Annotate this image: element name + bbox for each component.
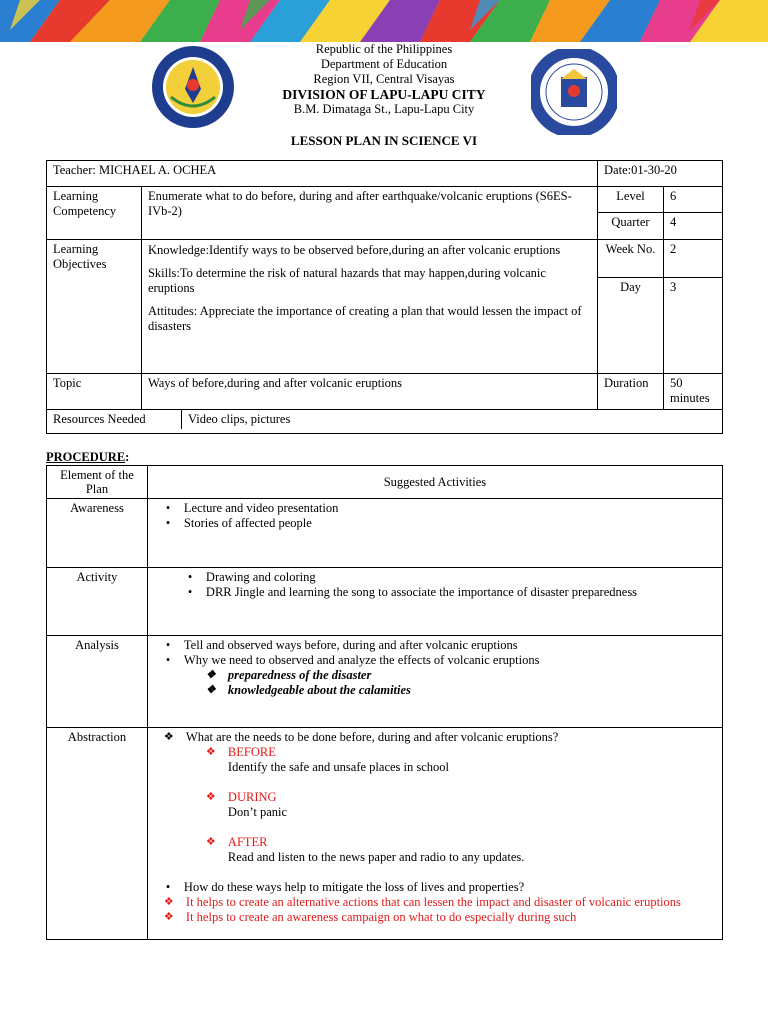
list-item: • How do these ways help to mitigate the loss of lives and properties? xyxy=(184,880,716,895)
decorative-banner xyxy=(0,0,768,42)
day-label: Day xyxy=(598,278,664,374)
level-value: 6 xyxy=(663,187,722,213)
objectives-cell xyxy=(141,240,597,374)
objective-skills: Skills:To determine the risk of natural hazards that may happen,during volcanic eruptions xyxy=(147,266,546,295)
teacher-cell: Teacher: MICHAEL A. OCHEA xyxy=(47,161,598,187)
objective-attitudes: Attitudes: Appreciate the importance of creating a plan that would lessen the impact of disasters xyxy=(147,304,582,333)
after-heading: ❖ AFTER xyxy=(206,835,716,850)
answer-item: ❖ It helps to create an alternative actions that can lessen the impact and disaster of volcanic eruptions xyxy=(164,895,716,910)
list-item: • DRR Jingle and learning the song to associate the importance of disaster preparedness xyxy=(206,585,716,600)
col-header-element: Element of the Plan xyxy=(47,466,148,499)
header-division: DIVISION OF LAPU-LAPU CITY xyxy=(282,87,486,102)
before-heading: ❖ BEFORE xyxy=(206,745,716,760)
header-department: Department of Education xyxy=(320,57,448,71)
resources-label: Resources Needed xyxy=(47,410,182,429)
awareness-label: Awareness xyxy=(47,499,148,568)
procedure-heading xyxy=(46,450,129,465)
topic-text: Ways of before,during and after volcanic eruptions xyxy=(141,374,597,410)
quarter-value: 4 xyxy=(663,213,722,240)
quarter-label: Quarter xyxy=(598,213,664,240)
list-item: • Lecture and video presentation xyxy=(184,501,716,516)
header-country: Republic of the Philippines xyxy=(315,42,453,56)
analysis-cell xyxy=(147,636,722,728)
analysis-sub-item: ❖ preparedness of the disaster xyxy=(206,668,716,683)
week-label: Week No. xyxy=(598,240,664,278)
competency-label: Learning Competency xyxy=(47,187,142,240)
list-item: • Stories of affected people xyxy=(184,516,716,531)
competency-text: Enumerate what to do before, during and after earthquake/volcanic eruptions (S6ES-IVb-2) xyxy=(141,187,597,240)
resources-text: Video clips, pictures xyxy=(188,412,291,426)
week-value: 2 xyxy=(663,240,722,278)
abstraction-label: Abstraction xyxy=(47,728,148,940)
header-region: Region VII, Central Visayas xyxy=(313,72,455,86)
analysis-sub-item: ❖ knowledgeable about the calamities xyxy=(206,683,716,698)
abstraction-question: ❖ What are the needs to be done before, during and after volcanic eruptions? xyxy=(164,730,716,745)
topic-label: Topic xyxy=(47,374,142,410)
procedure-colon: : xyxy=(125,450,130,464)
date-cell: Date:01-30-20 xyxy=(598,161,723,187)
answer-item: ❖ It helps to create an awareness campaign on what to do especially during such xyxy=(164,910,716,925)
header-address: B.M. Dimataga St., Lapu-Lapu City xyxy=(293,102,475,116)
document-title: LESSON PLAN IN SCIENCE VI xyxy=(290,133,478,148)
during-text: Don’t panic xyxy=(227,805,288,819)
list-item: • Drawing and coloring xyxy=(206,570,716,585)
analysis-label: Analysis xyxy=(47,636,148,728)
activity-label: Activity xyxy=(47,568,148,636)
objective-knowledge: Knowledge:Identify ways to be observed before,during an after volcanic eruptions xyxy=(147,243,561,257)
objectives-label: Learning Objectives xyxy=(47,240,142,374)
list-item: • Why we need to observed and analyze the effects of volcanic eruptions xyxy=(184,653,716,668)
duration-label: Duration xyxy=(598,374,664,410)
lesson-info-table xyxy=(46,160,723,434)
awareness-cell xyxy=(147,499,722,568)
list-item: • Tell and observed ways before, during and after volcanic eruptions xyxy=(184,638,716,653)
level-label: Level xyxy=(598,187,664,213)
duration-value: 50 minutes xyxy=(663,374,722,410)
abstraction-cell xyxy=(147,728,722,940)
resources-row xyxy=(47,410,723,434)
procedure-table xyxy=(46,465,723,940)
day-value: 3 xyxy=(663,278,722,374)
col-header-activities: Suggested Activities xyxy=(147,466,722,499)
procedure-label: PROCEDURE xyxy=(46,450,126,464)
header-block xyxy=(0,42,768,117)
after-text: Read and listen to the news paper and radio to any updates. xyxy=(227,850,525,864)
during-heading: ❖ DURING xyxy=(206,790,716,805)
activity-cell xyxy=(147,568,722,636)
before-text: Identify the safe and unsafe places in school xyxy=(227,760,450,774)
